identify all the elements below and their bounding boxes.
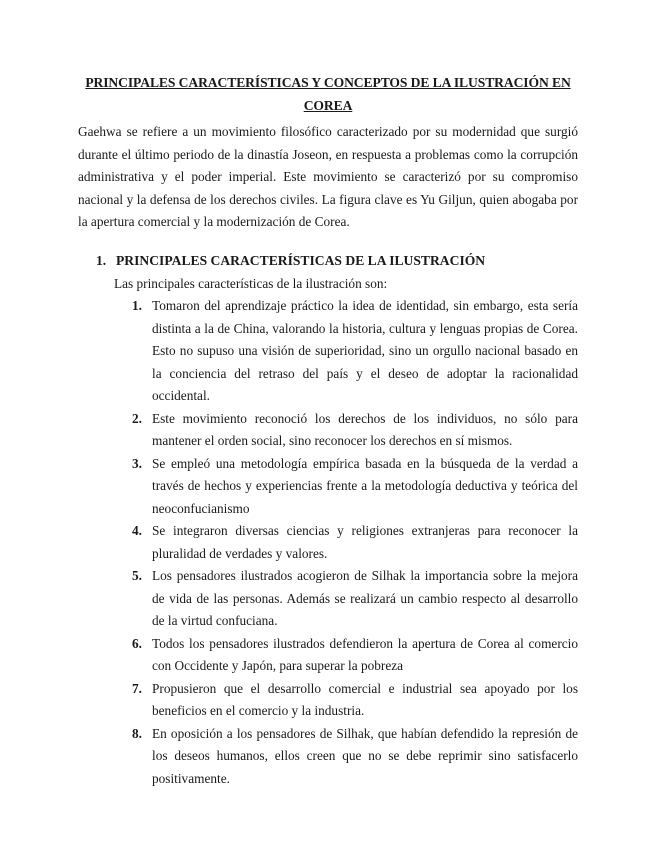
list-item-text: Los pensadores ilustrados acogieron de Silhak la importancia sobre la mejora de vida de las personas. Además se realizará un cambio respecto al desarrollo de la virtud confuciana. — [152, 568, 578, 628]
list-item-number: 2. — [132, 410, 142, 426]
section-lead: Las principales características de la ilustración son: — [114, 276, 388, 291]
list-item-text: Tomaron del aprendizaje práctico la idea de identidad, sin embargo, esta sería distinta a la de China, valorando la historia, cultura y lenguas propias de Corea. Esto no supuso una visión de superioridad, sino un orgullo nacional basado en la conciencia del retraso del país y el deseo de adoptar la racionalidad occidental. — [152, 298, 578, 403]
list-item-number: 1. — [132, 298, 142, 313]
list-item-number: 5. — [132, 568, 142, 583]
section-heading — [96, 250, 485, 272]
list-item-number: 7. — [132, 680, 142, 696]
list-item — [132, 408, 578, 453]
list-item-text: Se empleó una metodología empírica basada en la búsqueda de la verdad a través de hechos y experiencias frente a la metodología deductiva y teórica del neoconfucianismo — [152, 455, 578, 516]
list-item-text: Se integraron diversas ciencias y religiones extranjeras para reconocer la pluralidad de verdades y valores. — [152, 523, 578, 561]
list-item-text: Este movimiento reconoció los derechos de los individuos, no sólo para mantener el orden social, sino reconocer los derechos en sí mismos. — [152, 410, 578, 448]
list-item — [132, 520, 578, 565]
list-item — [132, 295, 578, 408]
section-heading-text: PRINCIPALES CARACTERÍSTICAS DE LA ILUSTRACIÓN — [116, 253, 486, 268]
list-item — [132, 453, 578, 521]
list-item — [132, 678, 578, 723]
characteristics-list — [132, 295, 578, 790]
list-item — [132, 633, 578, 678]
list-item-number: 3. — [132, 455, 142, 471]
list-item — [132, 723, 578, 791]
list-item-text: Propusieron que el desarrollo comercial e industrial sea apoyado por los beneficios en el comercio y la industria. — [152, 680, 578, 718]
list-item-number: 6. — [132, 635, 142, 651]
list-item-text: En oposición a los pensadores de Silhak, que habían defendido la represión de los deseos humanos, ellos creen que no se debe reprimir sino satisfacerlo positivamente. — [152, 725, 578, 786]
intro-paragraph: Gaehwa se refiere a un movimiento filosófico caracterizado por su modernidad que surgió durante el último periodo de la dinastía Joseon, en respuesta a problemas como la corrupción administrativa y el poder imperial. Este movimiento se caracterizó por su compromiso nacional y la defensa de los derechos civiles. La figura clave es Yu Giljun, quien abogaba por la apertura comercial y la modernización de Corea. — [78, 124, 578, 229]
list-item-number: 4. — [132, 523, 142, 538]
list-item-text: Todos los pensadores ilustrados defendieron la apertura de Corea al comercio con Occidente y Japón, para superar la pobreza — [152, 635, 578, 673]
section-number: 1. — [96, 253, 107, 268]
list-item-number: 8. — [132, 725, 142, 741]
document-title: PRINCIPALES CARACTERÍSTICAS Y CONCEPTOS DE LA ILUSTRACIÓN EN COREA — [85, 75, 571, 113]
list-item — [132, 565, 578, 633]
